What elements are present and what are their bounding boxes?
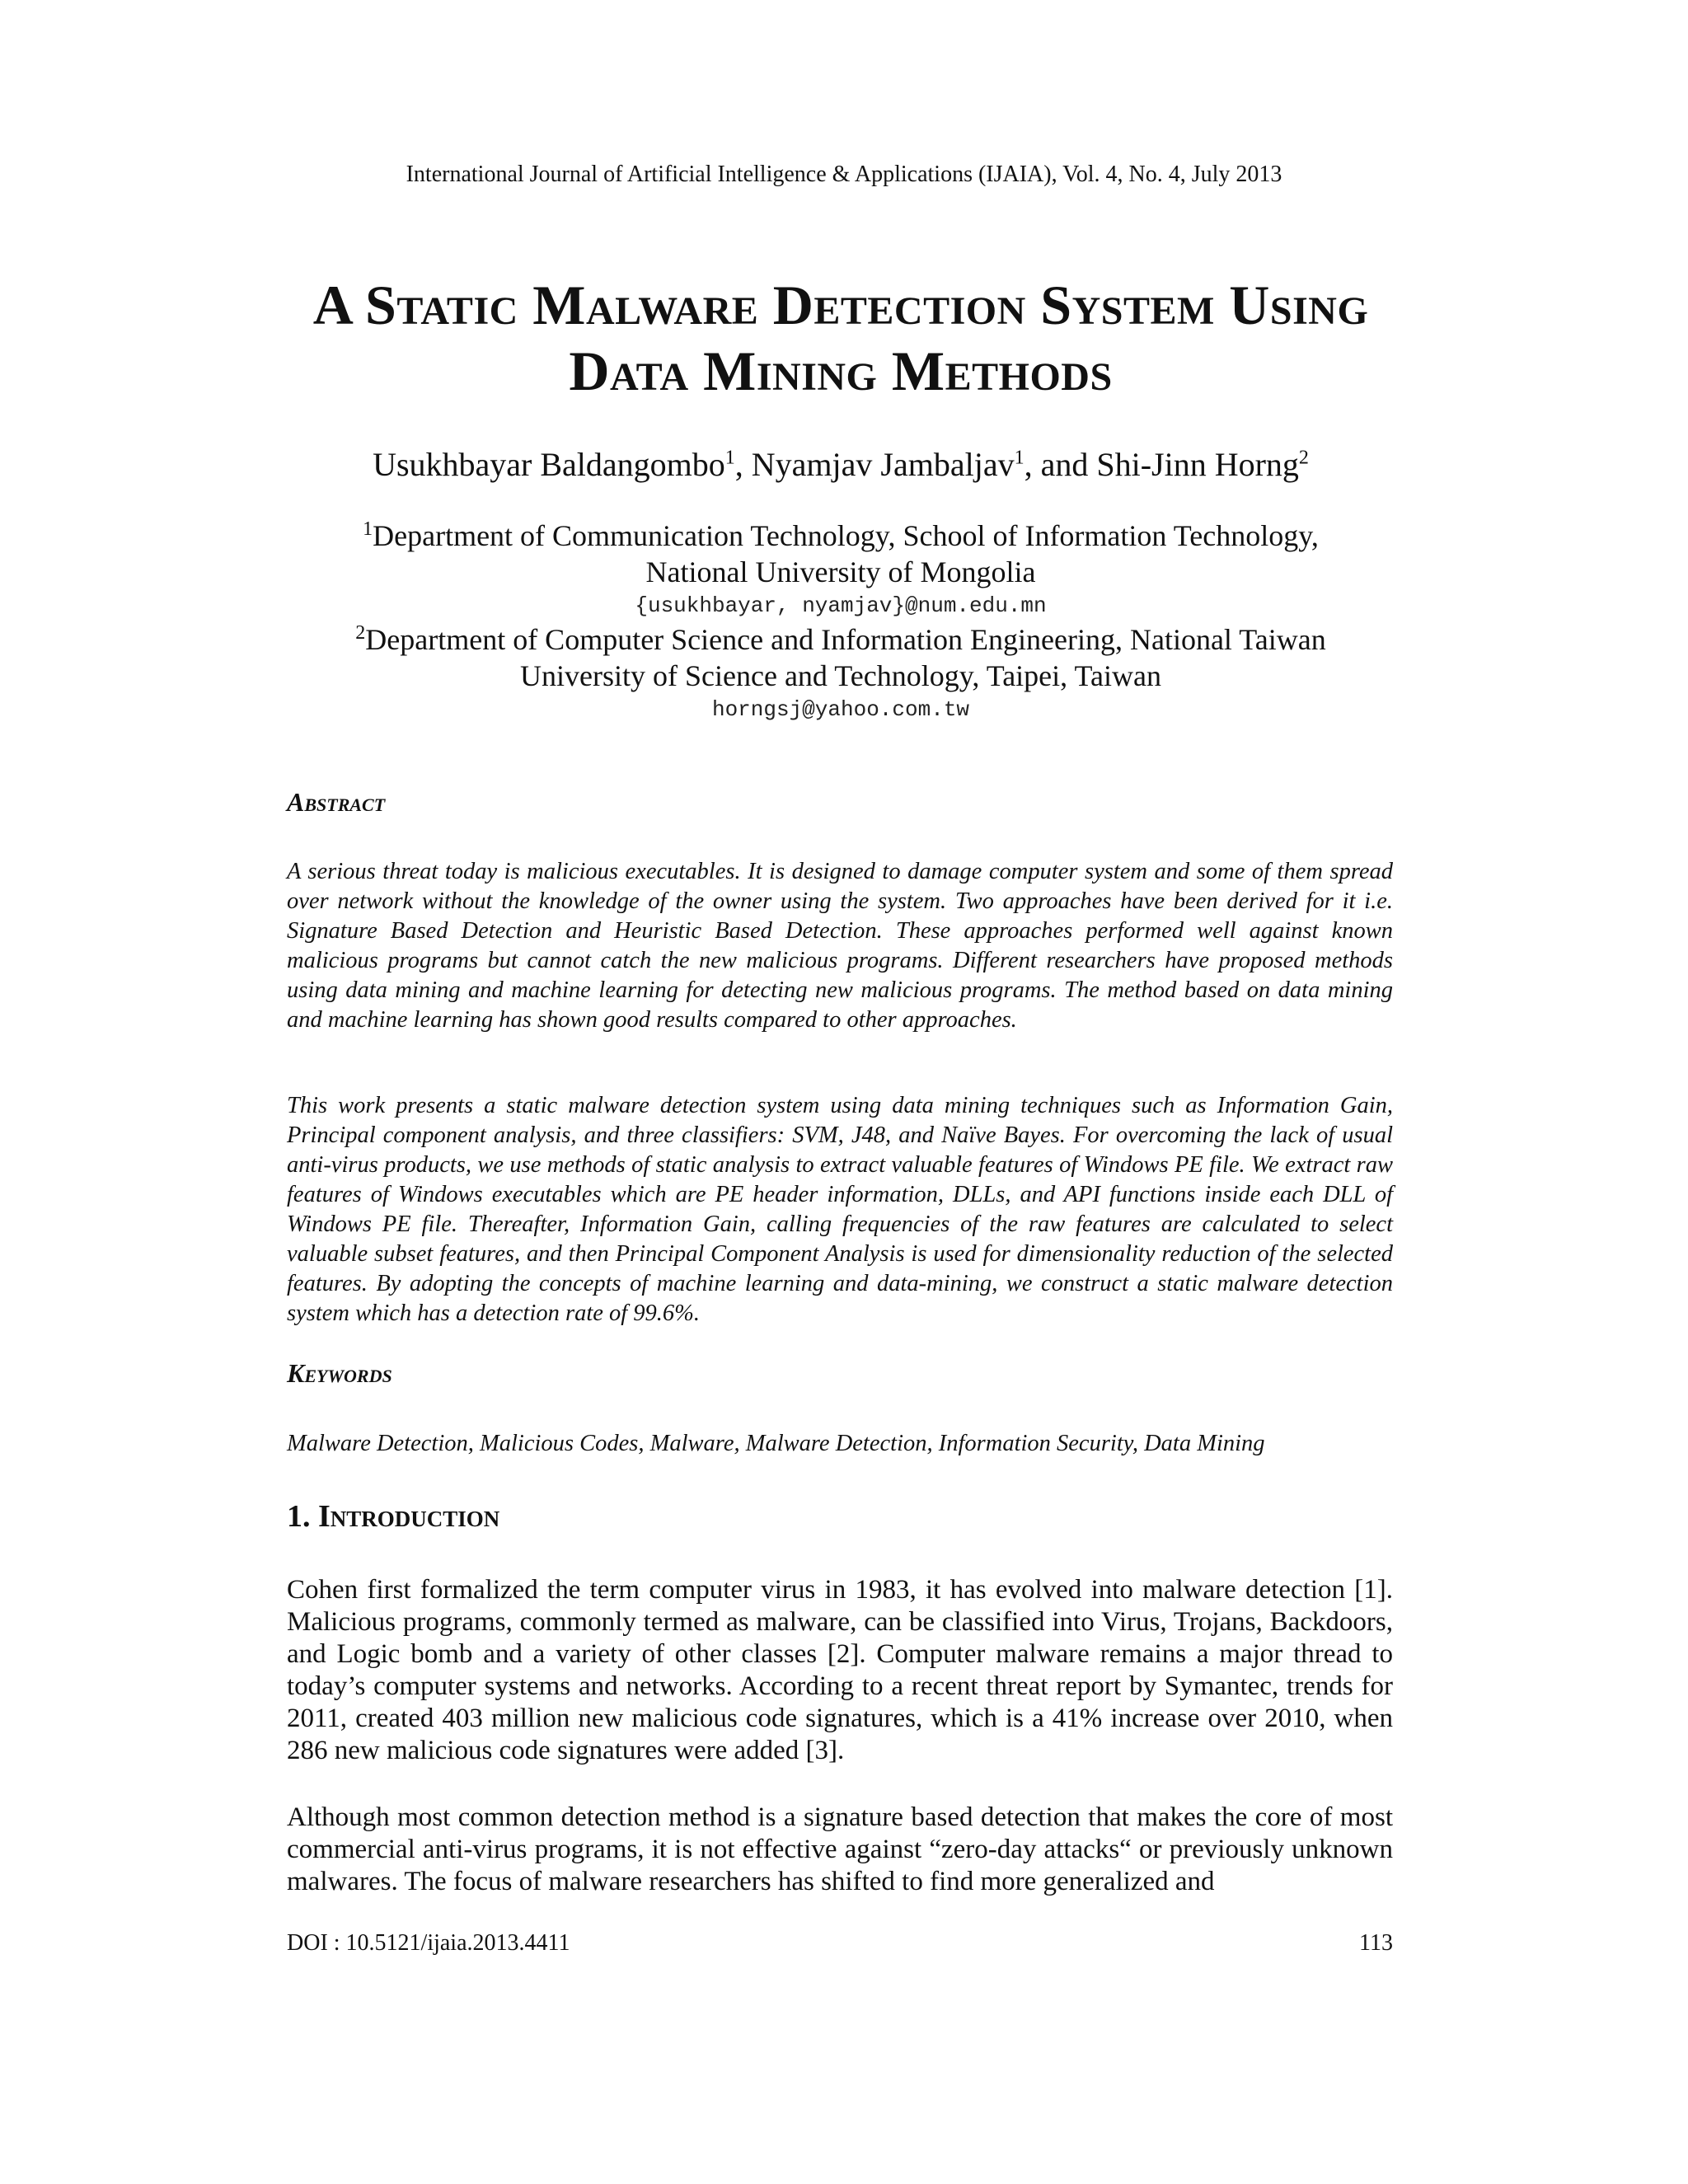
affiliation-2-mark: 2: [355, 622, 366, 644]
keywords-text: Malware Detection, Malicious Codes, Malware, Malware Detection, Information Security, Data Mining: [287, 1431, 1265, 1456]
affiliation-2-line-2: University of Science and Technology, Taipei, Taiwan: [520, 659, 1161, 692]
author-1: Usukhbayar Baldangombo: [373, 446, 725, 483]
author-list: [206, 445, 1475, 484]
affiliation-2-line-1: $^2$Department of Computer Science and Information Engineering, National Taiwan: [355, 622, 1326, 656]
affiliation-1-mark: 1: [363, 518, 373, 540]
abstract-paragraph-2: This work presents a static malware detection system using data mining techniques such as Information Gain, Principal component analysis, and three classifiers: SVM, J48, and Naïve Bayes. For overcoming the lack of usual anti-virus products, we use methods of static analysis to extract valuable features of Windows PE file. We extract raw features of Windows executables which are PE header information, DLLs, and API functions inside each DLL of Windows PE file. Thereafter, Information Gain, calling frequencies of the raw features are calculated to select valuable subset features, and then Principal Component Analysis is used for dimensionality reduction of the selected features. By adopting the concepts of machine learning and data-mining, we construct a static malware detection system which has a detection rate of 99.6%.: [287, 1093, 1393, 1326]
introduction-paragraph-2: Although most common detection method is a signature based detection that makes the core of most commercial anti-virus programs, it is not effective against “zero-day attacks“ or previously unknown malwares. The focus of malware researchers has shifted to find more generalized and: [287, 1802, 1393, 1896]
keywords-heading: Keywords: [287, 1358, 392, 1388]
abstract-heading: Abstract: [287, 787, 386, 817]
affiliation-1-email: {usukhbayar, nyamjav}@num.edu.mn: [635, 593, 1047, 618]
author-3: , and Shi-Jinn Horng: [1024, 446, 1299, 483]
author-2: , Nyamjav Jambaljav: [734, 446, 1015, 483]
affiliation-1-line-1: $^1$Department of Communication Technology, School of Information Technology,: [363, 518, 1319, 552]
title-line-2: Data Mining Methods: [569, 340, 1113, 402]
affiliation-1-line-2: National University of Mongolia: [645, 555, 1036, 588]
author-3-affil-mark: 2: [1298, 447, 1309, 469]
author-2-affil-mark: 1: [1014, 447, 1025, 469]
author-1-affil-mark: 1: [724, 447, 735, 469]
abstract-paragraph-1: A serious threat today is malicious executables. It is designed to damage computer system and some of them spread over network without the knowledge of the owner using the system. Two approaches have been derived for it i.e. Signature Based Detection and Heuristic Based Detection. These approaches performed well against known malicious programs but cannot catch the new malicious programs. Different researchers have proposed methods using data mining and machine learning for detecting new malicious programs. The method based on data mining and machine learning has shown good results compared to other approaches.: [287, 859, 1393, 1033]
footer-doi: DOI : 10.5121/ijaia.2013.4411: [287, 1930, 570, 1956]
paper-title: [272, 272, 1409, 404]
introduction-paragraph-1: Cohen first formalized the term computer virus in 1983, it has evolved into malware detection [1]. Malicious programs, commonly termed as malware, can be classified into Virus, Trojans, Backdoors, and Logic bomb and a variety of other classes [2]. Computer malware remains a major thread to today’s computer systems and networks. According to a recent threat report by Symantec, trends for 2011, created 403 million new malicious code signatures, which is a 41% increase over 2010, when 286 new malicious code signatures were added [3].: [287, 1575, 1393, 1765]
title-line-1: A Static Malware Detection System Using: [312, 274, 1369, 336]
affiliation-2-email: horngsj@yahoo.com.tw: [711, 697, 970, 722]
running-header: International Journal of Artificial Intelligence & Applications (IJAIA), Vol. 4, No. 4, July 2013: [406, 162, 1282, 187]
introduction-heading: 1. Introduction: [287, 1499, 500, 1534]
affiliations: [206, 518, 1475, 725]
footer-page-number: 113: [1359, 1930, 1393, 1956]
